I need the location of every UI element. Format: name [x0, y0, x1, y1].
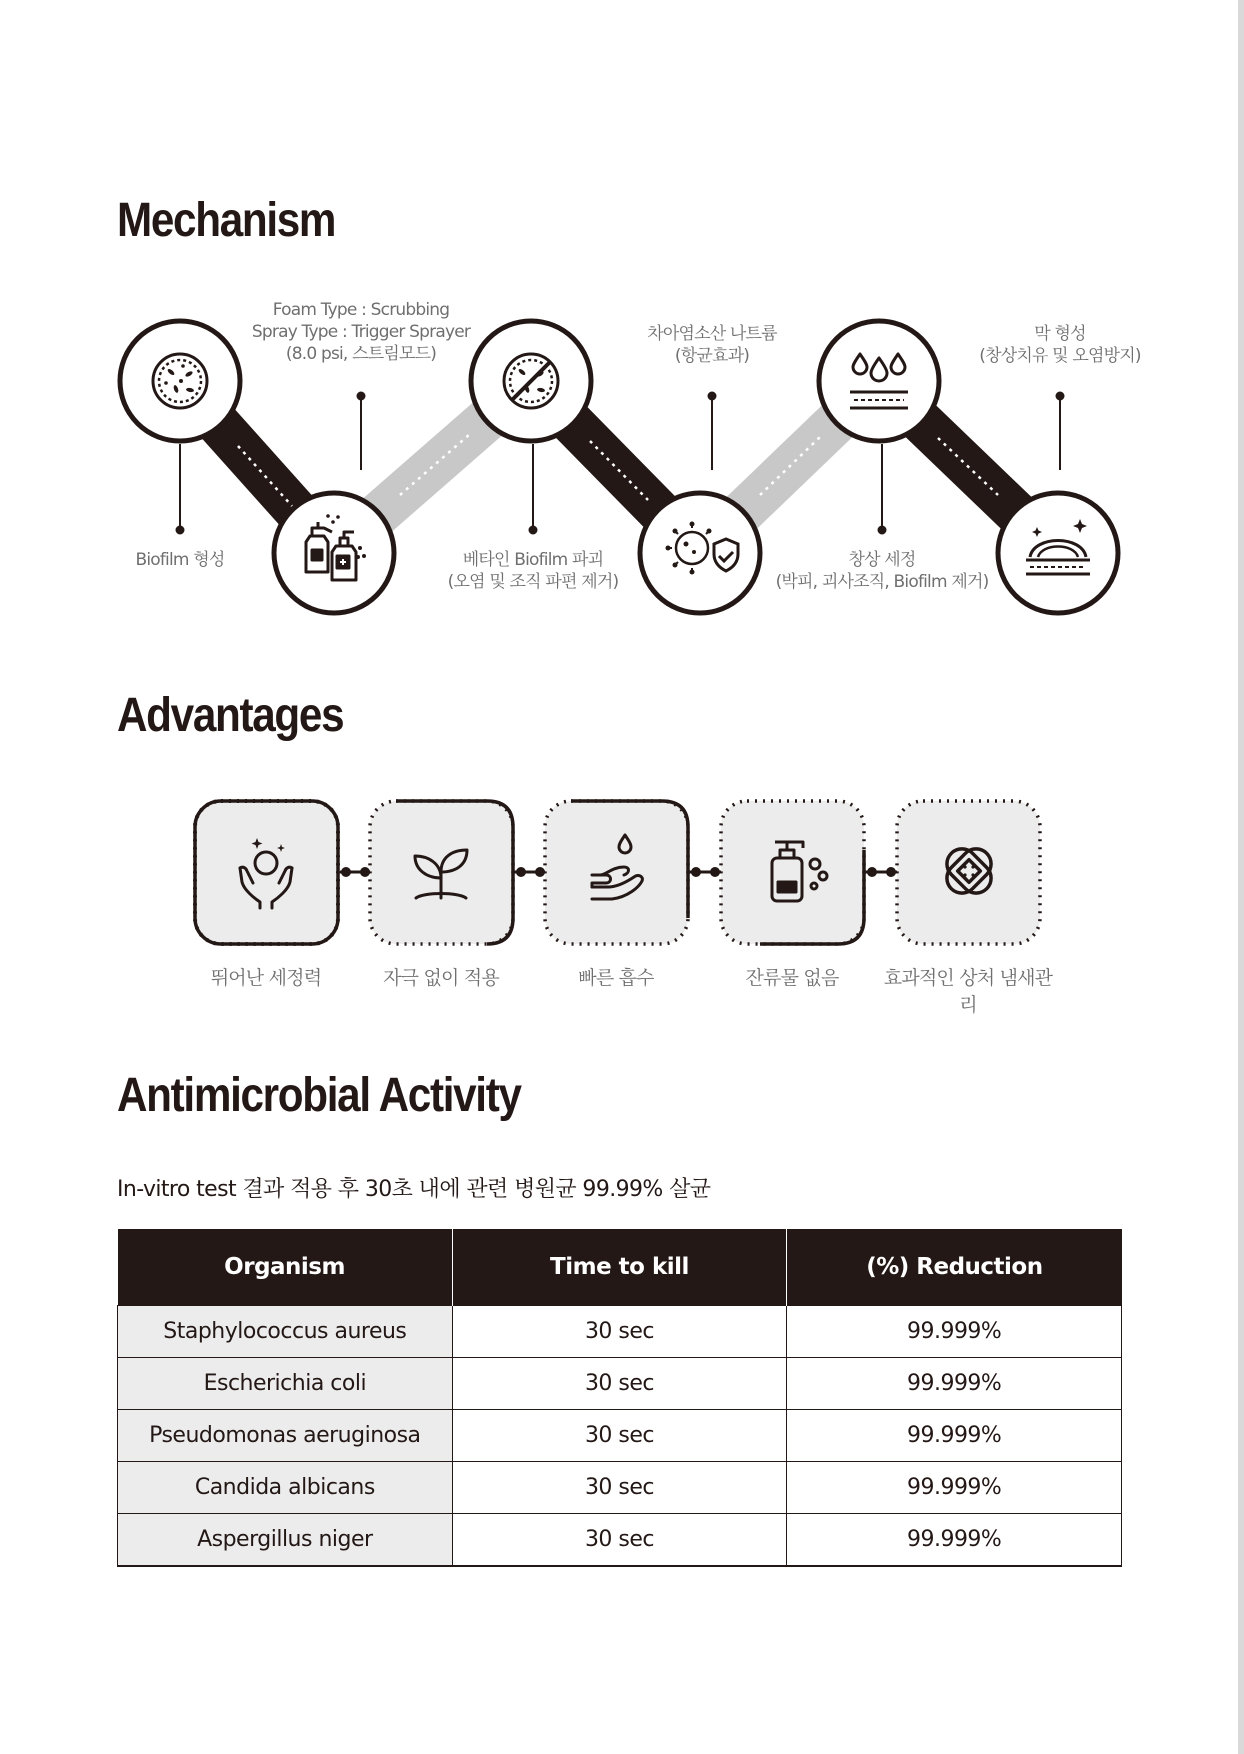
advantage-label-5: 효과적인 상처 냄새관리 — [883, 967, 1053, 1016]
mechanism-label-1: Biofilm 형성 — [135, 550, 225, 570]
column-header-reduction: (%) Reduction — [787, 1229, 1122, 1306]
mechanism-label-4: 차아염소산 나트륨 (항균효과) — [647, 324, 777, 366]
time-cell: 30 sec — [452, 1514, 787, 1567]
antimicrobial-heading: Antimicrobial Activity — [117, 1069, 521, 1122]
advantage-label-2: 자극 없이 적용 — [383, 967, 499, 989]
table-header-row — [118, 1229, 1122, 1306]
column-header-time: Time to kill — [452, 1229, 787, 1306]
mechanism-node-2 — [274, 493, 394, 613]
reduction-cell: 99.999% — [787, 1306, 1122, 1358]
mechanism-label-3: 베타인 Biofilm 파괴 (오염 및 조직 파편 제거) — [447, 550, 619, 592]
mechanism-node-4 — [640, 493, 760, 613]
advantage-label-3: 빠른 흡수 — [578, 967, 654, 989]
table-row — [118, 1306, 1122, 1358]
pin-dot — [1057, 393, 1064, 400]
advantages-strip — [0, 785, 1244, 955]
pin-dot — [177, 527, 184, 534]
pin-dot — [530, 527, 537, 534]
reduction-cell: 99.999% — [787, 1514, 1122, 1567]
reduction-cell: 99.999% — [787, 1358, 1122, 1410]
organism-cell: Candida albicans — [118, 1462, 453, 1514]
pin-dot — [358, 393, 365, 400]
pin-dot — [709, 393, 716, 400]
mechanism-label-5: 창상 세정 (박피, 괴사조직, Biofilm 제거) — [775, 550, 989, 592]
reduction-cell: 99.999% — [787, 1410, 1122, 1462]
organism-cell: Pseudomonas aeruginosa — [118, 1410, 453, 1462]
advantage-label-4: 잔류물 없음 — [745, 967, 839, 989]
table-row — [118, 1514, 1122, 1567]
advantage-label-1: 뛰어난 세정력 — [210, 967, 322, 989]
organism-cell: Staphylococcus aureus — [118, 1306, 453, 1358]
antimicrobial-table — [117, 1229, 1122, 1567]
reduction-cell: 99.999% — [787, 1462, 1122, 1514]
advantage-tile-3 — [545, 801, 688, 944]
organism-cell: Escherichia coli — [118, 1358, 453, 1410]
column-header-organism: Organism — [118, 1229, 453, 1306]
advantages-heading: Advantages — [117, 689, 344, 742]
advantage-tile-4 — [721, 801, 864, 944]
time-cell: 30 sec — [452, 1358, 787, 1410]
mechanism-heading: Mechanism — [117, 194, 336, 247]
time-cell: 30 sec — [452, 1306, 787, 1358]
mechanism-label-6: 막 형성 (창상치유 및 오염방지) — [979, 324, 1141, 366]
mechanism-label-2: Foam Type : Scrubbing Spray Type : Trigger Sprayer (8.0 psi, 스트림모드) — [251, 300, 471, 364]
table-row — [118, 1462, 1122, 1514]
mechanism-node-6 — [998, 493, 1118, 613]
time-cell: 30 sec — [452, 1410, 787, 1462]
time-cell: 30 sec — [452, 1462, 787, 1514]
table-row — [118, 1358, 1122, 1410]
pin-dot — [879, 527, 886, 534]
antimicrobial-subtitle: In-vitro test 결과 적용 후 30초 내에 관련 병원균 99.99% 살균 — [117, 1177, 711, 1202]
table-row — [118, 1410, 1122, 1462]
organism-cell: Aspergillus niger — [118, 1514, 453, 1567]
